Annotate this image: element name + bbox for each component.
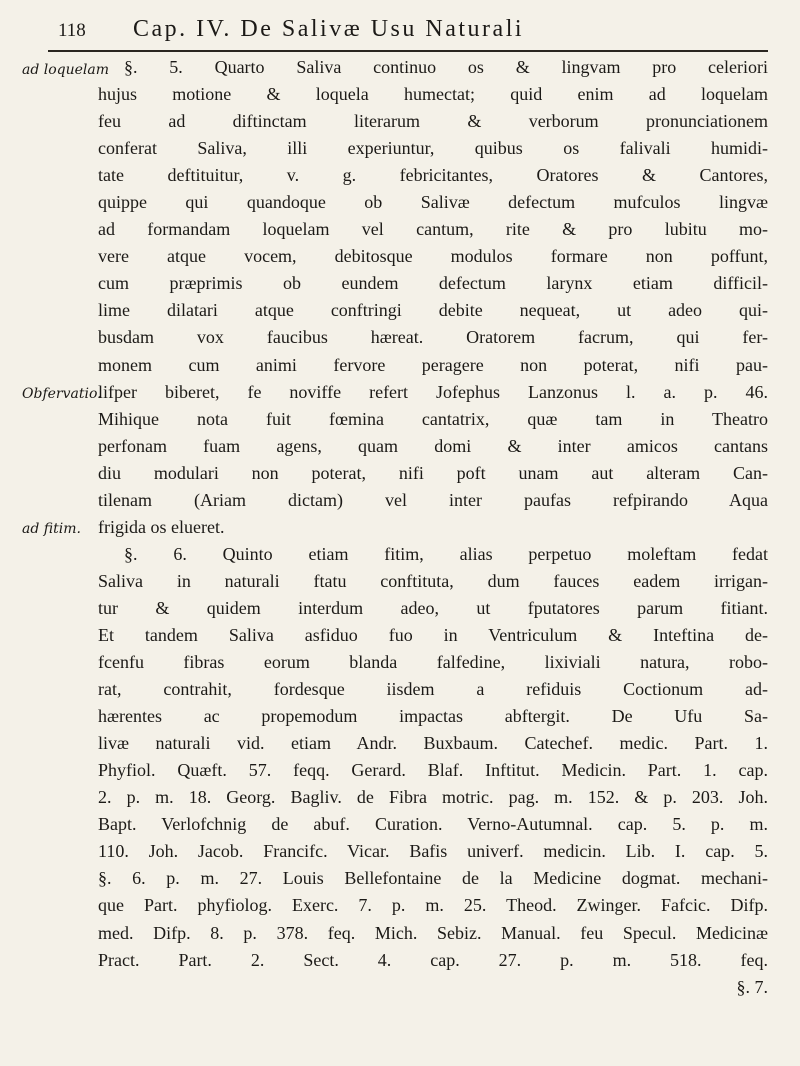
- text-line: ad formandam loquelam vel cantum, rite & pro lubitu mo-: [98, 219, 768, 240]
- page-number: 118: [58, 20, 86, 41]
- text-line: cum præprimis ob eundem defectum larynx etiam difficil-: [98, 273, 768, 294]
- text-line: busdam vox faucibus hæreat. Oratorem facrum, qui fer-: [98, 327, 768, 348]
- page-header: [48, 12, 768, 52]
- text-line: Pract. Part. 2. Sect. 4. cap. 27. p. m. 518. feq.: [98, 949, 768, 970]
- running-title: Cap. IV. De Salivæ Usu Naturali: [133, 16, 525, 42]
- text-line: lime dilatari atque conftringi debite nequeat, ut adeo qui-: [98, 300, 768, 321]
- text-line: §. 5. Quarto Saliva continuo os & lingvam pro celeriori: [124, 57, 768, 77]
- text-line: Saliva in naturali ftatu conftituta, dum fauces eadem irrigan-: [98, 570, 768, 591]
- text-line: hujus motione & loquela humectat; quid enim ad loquelam: [98, 84, 768, 105]
- catchword: §. 7.: [736, 976, 768, 997]
- text-line: §. 6. Quinto etiam fitim, alias perpetuo moleftam fedat: [124, 543, 768, 564]
- text-line: 110. Joh. Jacob. Francifc. Vicar. Bafis univerf. medicin. Lib. I. cap. 5.: [98, 841, 768, 862]
- text-line: Phyfiol. Quæft. 57. feqq. Gerard. Blaf. Inftitut. Medicin. Part. 1. cap.: [98, 760, 768, 781]
- text-line: rat, contrahit, fordesque iisdem a refiduis Coctionum ad-: [98, 679, 768, 700]
- text-line: 2. p. m. 18. Georg. Bagliv. de Fibra motric. pag. m. 152. & p. 203. Joh.: [98, 787, 768, 808]
- text-line: §. 6. p. m. 27. Louis Bellefontaine de la Medicine dogmat. mechani-: [98, 868, 768, 889]
- text-line: monem cum animi fervore peragere non poterat, nifi pau-: [98, 354, 768, 375]
- text-line: que Part. phyfiolog. Exerc. 7. p. m. 25. Theod. Zwinger. Fafcic. Difp.: [98, 895, 768, 916]
- text-line: med. Difp. 8. p. 378. feq. Mich. Sebiz. Manual. feu Specul. Medicinæ: [98, 922, 768, 943]
- text-line: tilenam (Ariam dictam) vel inter paufas refpirando Aqua: [98, 489, 768, 510]
- text-line: Mihique nota fuit fœmina cantatrix, quæ tam in Theatro: [98, 408, 768, 429]
- text-line: tur & quidem interdum adeo, ut fputatores parum fitiant.: [98, 597, 768, 618]
- text-line: vere atque vocem, debitosque modulos formare non poffunt,: [98, 246, 768, 267]
- margin-note-ad-sitim: ad fitim.: [22, 521, 81, 537]
- text-line: tate deftituitur, v. g. febricitantes, Oratores & Cantores,: [98, 165, 768, 186]
- text-line: fcenfu fibras eorum blanda falfedine, lixiviali natura, robo-: [98, 652, 768, 673]
- text-line: livæ naturali vid. etiam Andr. Buxbaum. Catechef. medic. Part. 1.: [98, 733, 768, 754]
- text-line: quippe qui quandoque ob Salivæ defectum mufculos lingvæ: [98, 192, 768, 213]
- text-line: lifper biberet, fe noviffe refert Jofephus Lanzonus l. a. p. 46.: [98, 381, 768, 402]
- text-line: conferat Saliva, illi experiuntur, quibus os falivali humidi-: [98, 138, 768, 159]
- text-line: Et tandem Saliva asfiduo fuo in Ventriculum & Inteftina de-: [98, 624, 768, 645]
- margin-note-ad-loquelam: ad loquelam: [22, 62, 110, 78]
- text-line: frigida os elueret.: [98, 516, 225, 537]
- text-line: hærentes ac propemodum impactas abftergit. De Ufu Sa-: [98, 706, 768, 727]
- text-line: feu ad diftinctam literarum & verborum pronunciationem: [98, 111, 768, 132]
- text-line: perfonam fuam agens, quam domi & inter amicos cantans: [98, 435, 768, 456]
- text-line: diu modulari non poterat, nifi poft unam aut alteram Can-: [98, 462, 768, 483]
- text-line: Bapt. Verlofchnig de abuf. Curation. Verno-Autumnal. cap. 5. p. m.: [98, 814, 768, 835]
- margin-note-observatio: Obfervatio.: [22, 386, 102, 402]
- body-text: [98, 54, 768, 1001]
